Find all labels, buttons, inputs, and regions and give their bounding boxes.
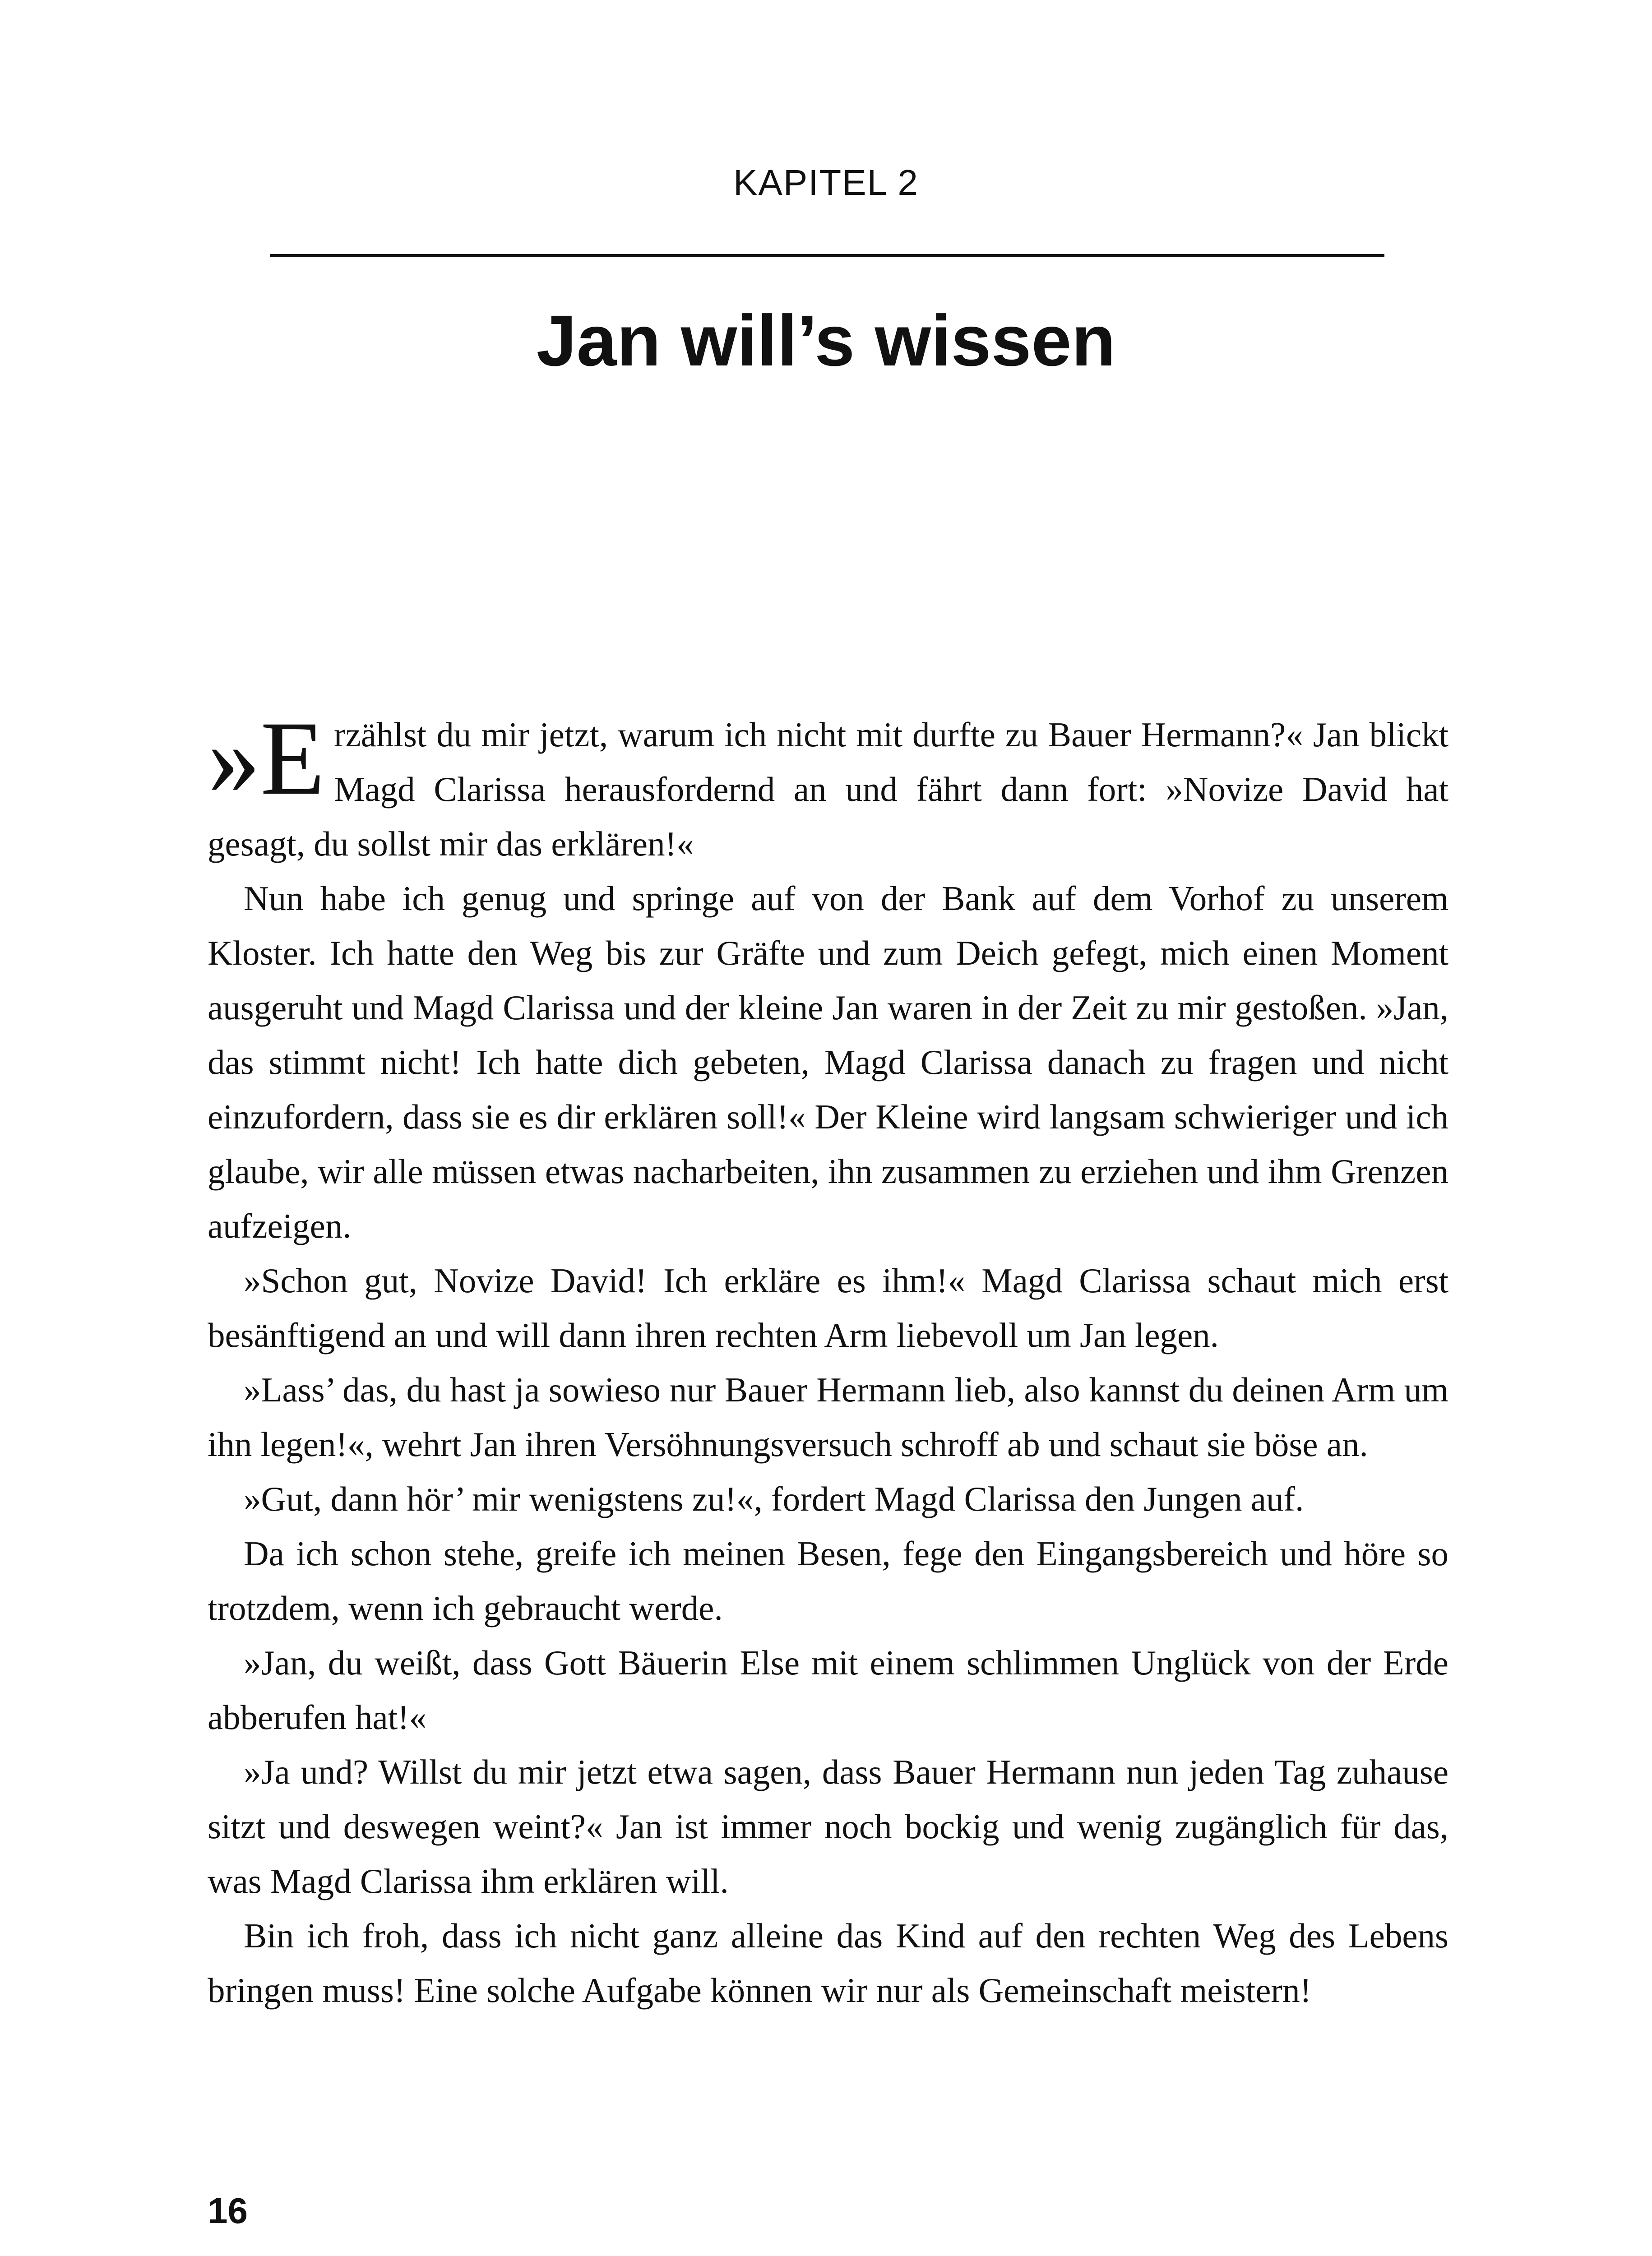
paragraph-7: »Jan, du weißt, dass Gott Bäuerin Else mit einem schlimmen Unglück von der Erde abberufen hat!«	[208, 1643, 1448, 1737]
paragraph-3: »Schon gut, Novize David! Ich erkläre es ihm!« Magd Clarissa schaut mich erst besänftigend an und will dann ihren rechten Arm liebevoll um Jan legen.	[208, 1261, 1448, 1355]
paragraph-6: Da ich schon stehe, greife ich meinen Besen, fege den Eingangsbereich und höre so trotzdem, wenn ich gebraucht werde.	[208, 1534, 1448, 1627]
chapter-body	[208, 699, 1448, 2018]
paragraph-4: »Lass’ das, du hast ja sowieso nur Bauer Hermann lieb, also kannst du deinen Arm um ihn legen!«, wehrt Jan ihren Versöhnungsversuch schroff ab und schaut sie böse an.	[208, 1370, 1448, 1464]
paragraph-1	[208, 699, 1448, 871]
paragraph-1-text: rzählst du mir jetzt, warum ich nicht mit durfte zu Bauer Hermann?« Jan blickt Magd Clarissa herausfordernd an und fährt dann fort: »Novize David hat gesagt, du sollst mir das erklären!«	[208, 715, 1448, 863]
chapter-label: KAPITEL 2	[733, 162, 919, 203]
paragraph-9: Bin ich froh, dass ich nicht ganz alleine das Kind auf den rechten Weg des Lebens bringen muss! Eine solche Aufgabe können wir nur als Gemeinschaft meistern!	[208, 1916, 1448, 2010]
paragraph-5: »Gut, dann hör’ mir wenigstens zu!«, fordert Magd Clarissa den Jungen auf.	[244, 1479, 1304, 1518]
paragraph-2: Nun habe ich genug und springe auf von der Bank auf dem Vorhof zu unserem Kloster. Ich hatte den Weg bis zur Gräfte und zum Deich gefegt, mich einen Moment ausgeruht und Magd Clarissa und der kleine Jan waren in der Zeit zu mir gestoßen. »Jan, das stimmt nicht! Ich hatte dich gebeten, Magd Clarissa danach zu fragen und nicht einzufordern, dass sie es dir erklären soll!« Der Kleine wird langsam schwieriger und ich glaube, wir alle müssen etwas nacharbeiten, ihn zusammen zu erziehen und ihm Grenzen aufzeigen.	[208, 879, 1448, 1245]
page-number: 16	[208, 2191, 248, 2231]
chapter-title: Jan will’s wissen	[536, 300, 1116, 381]
paragraph-8: »Ja und? Willst du mir jetzt etwa sagen, dass Bauer Hermann nun jeden Tag zuhause sitzt und deswegen weint?« Jan ist immer noch bockig und wenig zugänglich für das, was Magd Clarissa ihm erklären will.	[208, 1752, 1448, 1900]
chapter-divider	[270, 254, 1384, 257]
drop-cap: »E	[208, 699, 325, 817]
